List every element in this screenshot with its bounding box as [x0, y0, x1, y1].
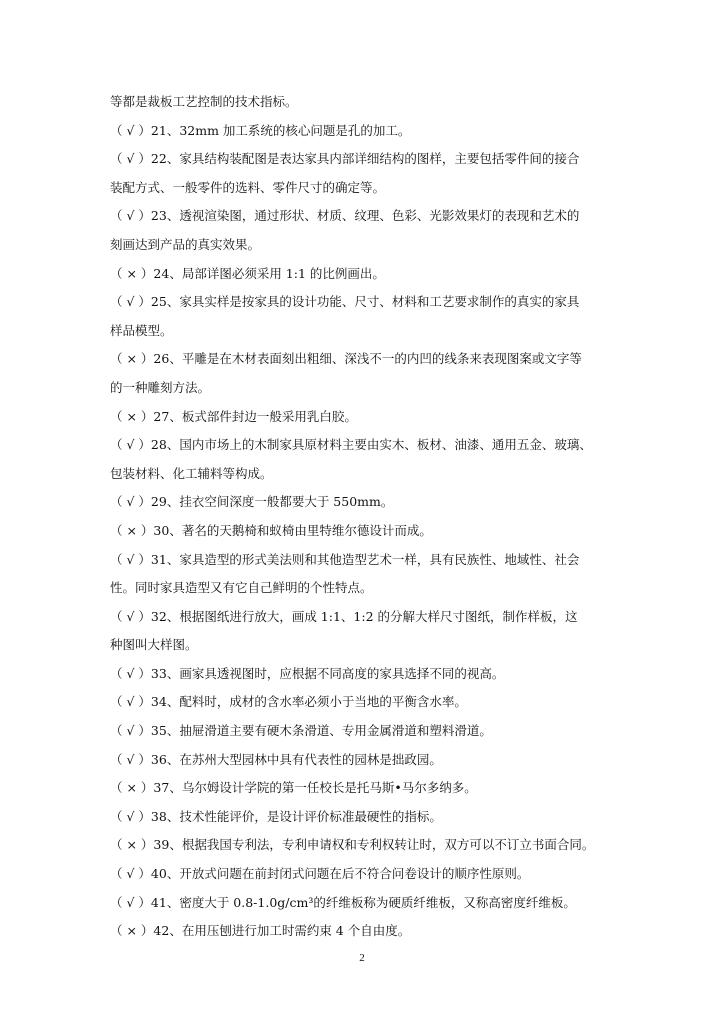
text-line: （ √ ）25、家具实样是按家具的设计功能、尺寸、材料和工艺要求制作的真实的家具	[110, 294, 580, 310]
text-line: （ × ）39、根据我国专利法，专利申请权和专利权转让时，双方可以不订立书面合同。	[110, 837, 595, 853]
text-line: （ × ）27、板式部件封边一般采用乳白胶。	[110, 408, 357, 424]
text-line: （ √ ）35、抽屉滑道主要有硬木条滑道、专用金属滑道和塑料滑道。	[110, 723, 492, 739]
text-line: 装配方式、一般零件的选料、零件尺寸的确定等。	[110, 179, 386, 195]
page-number: 2	[359, 952, 365, 964]
text-line: （ √ ）36、在苏州大型园林中具有代表性的园林是拙政园。	[110, 751, 442, 767]
text-line: （ √ ）40、开放式问题在前封闭式问题在后不符合问卷设计的顺序性原则。	[110, 866, 530, 882]
text-line: （ √ ）31、家具造型的形式美法则和其他造型艺术一样，具有民族性、地域性、社会	[110, 551, 580, 567]
question-text-block	[110, 88, 620, 946]
text-line: （ √ ）38、技术性能评价，是设计评价标准最硬性的指标。	[110, 808, 442, 824]
text-line: （ √ ）21、32mm 加工系统的核心问题是孔的加工。	[110, 122, 411, 138]
text-line: 包装材料、化工辅料等构成。	[110, 465, 273, 481]
text-line: （ √ ）34、配料时，成材的含水率必须小于当地的平衡含水率。	[110, 694, 467, 710]
text-line: 种图叫大样图。	[110, 637, 198, 653]
text-line: （ × ）42、在用压刨进行加工时需约束 4 个自由度。	[110, 923, 411, 939]
text-line: （ √ ）23、透视渲染图，通过形状、材质、纹理、色彩、光影效果灯的表现和艺术的	[110, 208, 580, 224]
text-line: （ × ）24、局部详图必须采用 1:1 的比例画出。	[110, 265, 385, 281]
text-line: （ √ ）32、根据图纸进行放大，画成 1:1、1:2 的分解大样尺寸图纸，制作样板，这	[110, 608, 578, 624]
text-line: 性。同时家具造型又有它自己鲜明的个性特点。	[110, 580, 373, 596]
text-line: 等都是裁板工艺控制的技术指标。	[110, 94, 298, 109]
text-line: （ √ ）29、挂衣空间深度一般都要大于 550mm。	[110, 494, 394, 510]
text-line: （ √ ）41、密度大于 0.8-1.0g/cm³的纤维板称为硬质纤维板，又称高密度纤维板。	[110, 894, 576, 910]
text-line: 刻画达到产品的真实效果。	[110, 236, 261, 252]
text-line: （ √ ）33、画家具透视图时，应根据不同高度的家具选择不同的视高。	[110, 665, 505, 681]
text-line: （ × ）37、乌尔姆设计学院的第一任校长是托马斯•马尔多纳多。	[110, 780, 477, 796]
text-line: 的一种雕刻方法。	[110, 379, 211, 395]
text-line: （ × ）30、著名的天鹅椅和蚁椅由里特维尔德设计而成。	[110, 522, 432, 538]
text-line: （ √ ）22、家具结构装配图是表达家具内部详细结构的图样，主要包括零件间的接合	[110, 151, 580, 167]
text-line: （ √ ）28、国内市场上的木制家具原材料主要由实木、板材、油漆、通用五金、玻璃、	[110, 437, 592, 453]
text-line: （ × ）26、平雕是在木材表面刻出粗细、深浅不一的内凹的线条来表现图案或文字等	[110, 351, 582, 367]
text-line: 样品模型。	[110, 322, 173, 338]
